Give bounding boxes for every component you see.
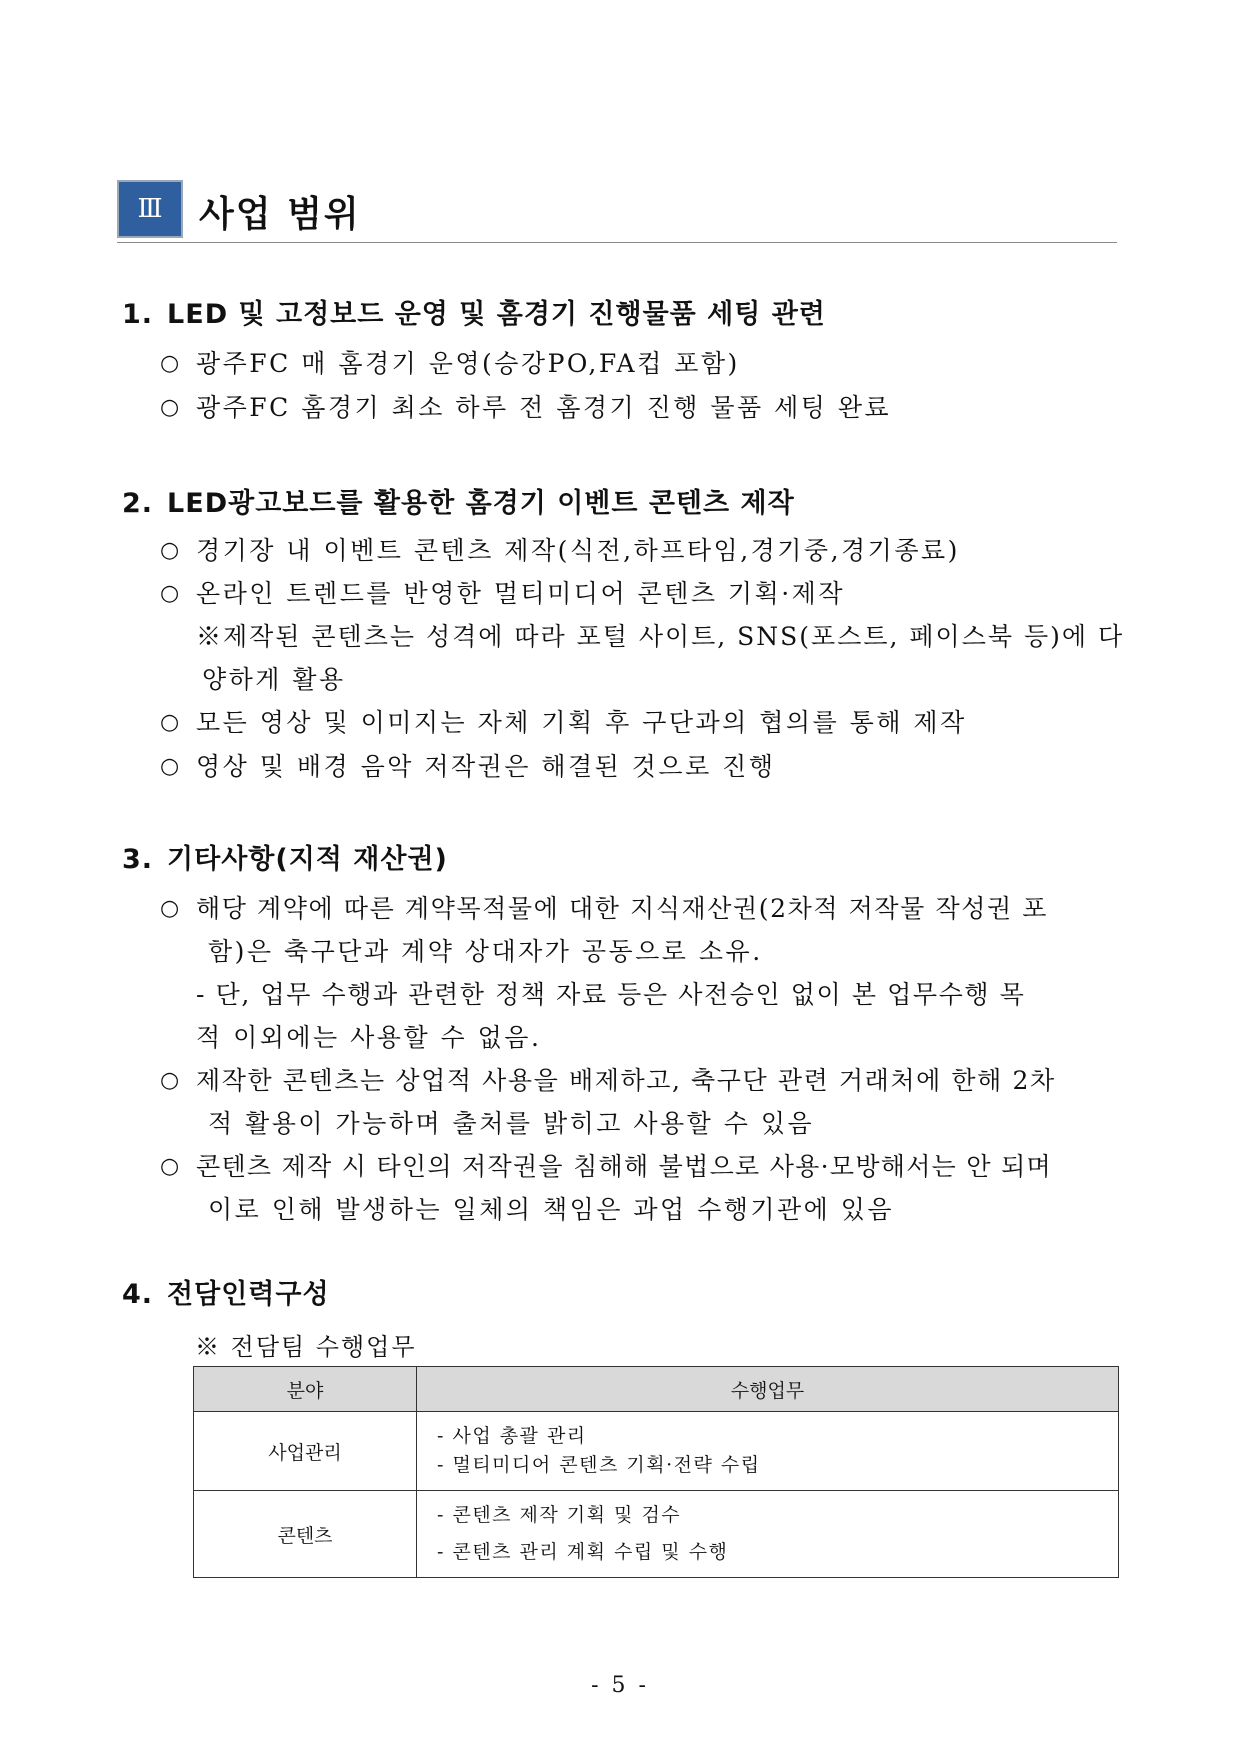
note-line: ※제작된 콘텐츠는 성격에 따라 포털 사이트, SNS(포스트, 페이스북 등)에 다 — [196, 622, 1125, 651]
list-item: 콘텐츠 제작 시 타인의 저작권을 침해해 불법으로 사용·모방해서는 안 되며 — [196, 1152, 1052, 1181]
section-number: 3. — [122, 844, 154, 875]
bullet-icon: ○ — [160, 754, 180, 779]
section-number: 2. — [122, 488, 154, 519]
header-tasks: 수행업무 — [417, 1367, 1119, 1412]
section-2-title — [122, 481, 795, 520]
task-item: - 콘텐츠 관리 계획 수립 및 수행 — [437, 1541, 729, 1563]
list-item: 모든 영상 및 이미지는 자체 기획 후 구단과의 협의를 통해 제작 — [196, 708, 967, 737]
note-line: 양하게 활용 — [202, 665, 346, 694]
list-item-continuation: 적 활용이 가능하며 출처를 밝히고 사용할 수 있음 — [208, 1109, 815, 1138]
sub-item: - 단, 업무 수행과 관련한 정책 자료 등은 사전승인 없이 본 업무수행 목 — [196, 980, 1026, 1009]
sub-item-continuation: 적 이외에는 사용할 수 없음. — [196, 1023, 542, 1052]
list-item: 제작한 콘텐츠는 상업적 사용을 배제하고, 축구단 관련 거래처에 한해 2차 — [196, 1066, 1056, 1095]
list-item: 해당 계약에 따른 계약목적물에 대한 지식재산권(2차적 저작물 작성권 포 — [196, 894, 1048, 923]
table-note: ※ 전담팀 수행업무 — [195, 1333, 417, 1361]
section-title-text: 기타사항(지적 재산권) — [167, 844, 448, 875]
list-item: 경기장 내 이벤트 콘텐츠 제작(식전,하프타임,경기중,경기종료) — [196, 536, 960, 565]
section-number: 1. — [122, 299, 154, 330]
chapter-number-badge: Ⅲ — [117, 180, 183, 238]
task-item: - 콘텐츠 제작 기획 및 검수 — [437, 1504, 682, 1526]
chapter-heading — [117, 180, 1117, 243]
section-title-text: LED 및 고정보드 운영 및 홈경기 진행물품 세팅 관련 — [167, 299, 826, 330]
table-header-row — [194, 1367, 1119, 1412]
section-1-title — [122, 292, 826, 331]
bullet-icon: ○ — [160, 710, 180, 735]
section-number: 4. — [122, 1279, 154, 1310]
page-number: - 5 - — [591, 1673, 649, 1698]
list-item: 광주FC 매 홈경기 운영(승강PO,FA컵 포함) — [196, 349, 740, 378]
section-4-title — [122, 1272, 330, 1311]
list-item-continuation: 이로 인해 발생하는 일체의 책임은 과업 수행기관에 있음 — [208, 1195, 895, 1224]
row-tasks — [417, 1491, 1119, 1578]
list-item: 영상 및 배경 음악 저작권은 해결된 것으로 진행 — [196, 752, 776, 781]
table-row — [194, 1491, 1119, 1578]
table-row — [194, 1412, 1119, 1491]
list-item: 온라인 트렌드를 반영한 멀티미디어 콘텐츠 기획·제작 — [196, 579, 845, 608]
task-item: - 멀티미디어 콘텐츠 기획·전략 수립 — [437, 1454, 761, 1476]
bullet-icon: ○ — [160, 896, 180, 921]
task-item: - 사업 총괄 관리 — [437, 1425, 587, 1447]
list-item: 광주FC 홈경기 최소 하루 전 홈경기 진행 물품 세팅 완료 — [196, 393, 892, 422]
section-title-text: 전담인력구성 — [167, 1279, 330, 1310]
chapter-title: 사업 범위 — [199, 194, 361, 235]
list-item-continuation: 함)은 축구단과 계약 상대자가 공동으로 소유. — [208, 937, 763, 966]
section-title-text: LED광고보드를 활용한 홈경기 이벤트 콘텐츠 제작 — [167, 488, 795, 519]
duty-table — [193, 1366, 1119, 1578]
section-3-title — [122, 837, 448, 876]
bullet-icon: ○ — [160, 1154, 180, 1179]
bullet-icon: ○ — [160, 538, 180, 563]
row-field: 콘텐츠 — [194, 1491, 417, 1578]
row-field: 사업관리 — [194, 1412, 417, 1491]
row-tasks — [417, 1412, 1119, 1491]
bullet-icon: ○ — [160, 581, 180, 606]
bullet-icon: ○ — [160, 351, 180, 376]
bullet-icon: ○ — [160, 1068, 180, 1093]
bullet-icon: ○ — [160, 395, 180, 420]
header-field: 분야 — [194, 1367, 417, 1412]
